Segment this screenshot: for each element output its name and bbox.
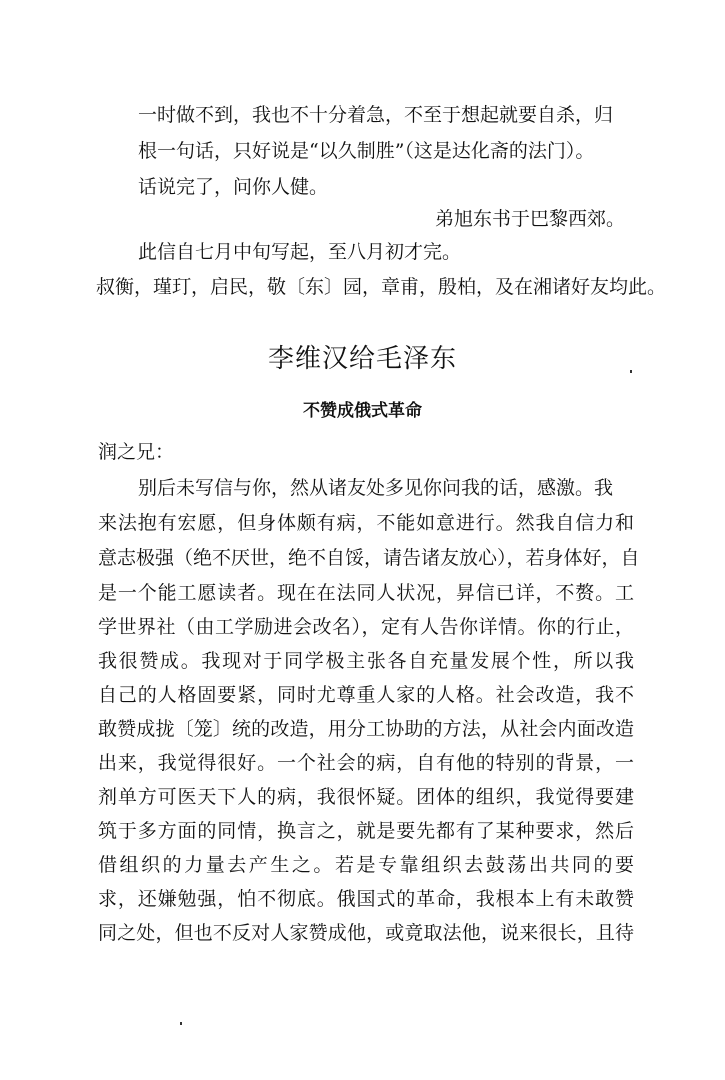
letter-line: 借组织的力量去产生之。若是专靠组织去鼓荡出共同的要 — [98, 854, 634, 876]
postscript-regards: 叔衡，瑾玎，启民，敬〔东〕园，章甫，殷柏，及在湘诸好友均此。 — [96, 276, 667, 298]
letter-line: 求，还嫌勉强，怕不彻底。俄国式的革命，我根本上有未敢赞 — [98, 888, 634, 910]
letter-line: 剂单方可医天下人的病，我很怀疑。团体的组织，我觉得要建 — [98, 786, 634, 808]
letter-line: 意志极强（绝不厌世，绝不自馁，请告诸友放心），若身体好，自 — [98, 547, 640, 569]
scan-speck — [180, 1022, 182, 1025]
letter-line: 筑于多方面的同情，换言之，就是要先都有了某种要求，然后 — [98, 820, 634, 842]
letter-line: 自己的人格固要紧，同时尤尊重人家的人格。社会改造，我不 — [98, 684, 634, 706]
prev-letter-line-2: 根一句话，只好说是“以久制胜”（这是达化斋的法门）。 — [138, 140, 595, 162]
letter-subtitle: 不赞成俄式革命 — [303, 401, 422, 421]
scan-speck — [630, 370, 632, 373]
prev-letter-line-1: 一时做不到，我也不十分着急，不至于想起就要自杀，归 — [138, 104, 614, 126]
letter-title: 李维汉给毛泽东 — [267, 344, 457, 374]
letter-greeting: 润之兄： — [98, 441, 175, 463]
postscript-date: 此信自七月中旬写起，至八月初才完。 — [138, 241, 462, 263]
letter-line: 学世界社（由工学励进会改名），定有人告你详情。你的行止， — [98, 616, 634, 638]
letter-line: 来法抱有宏愿，但身体颇有病，不能如意进行。然我自信力和 — [98, 512, 634, 534]
letter-line: 同之处，但也不反对人家赞成他，或竟取法他，说来很长，且待 — [98, 922, 634, 944]
prev-letter-line-3: 话说完了，问你人健。 — [138, 176, 329, 198]
letter-line: 敢赞成拢〔笼〕统的改造，用分工协助的方法，从社会内面改造 — [98, 718, 634, 740]
letter-line: 我很赞成。我现对于同学极主张各自充量发展个性，所以我 — [98, 650, 634, 672]
letter-line: 别后未写信与你，然从诸友处多见你问我的话，感激。我 — [138, 477, 614, 499]
letter-line: 是一个能工愿读者。现在在法同人状况，昇信已详，不赘。工 — [98, 582, 634, 604]
signature: 弟旭东书于巴黎西郊。 — [434, 208, 625, 230]
letter-line: 出来，我觉得很好。一个社会的病，自有他的特别的背景，一 — [98, 752, 634, 774]
